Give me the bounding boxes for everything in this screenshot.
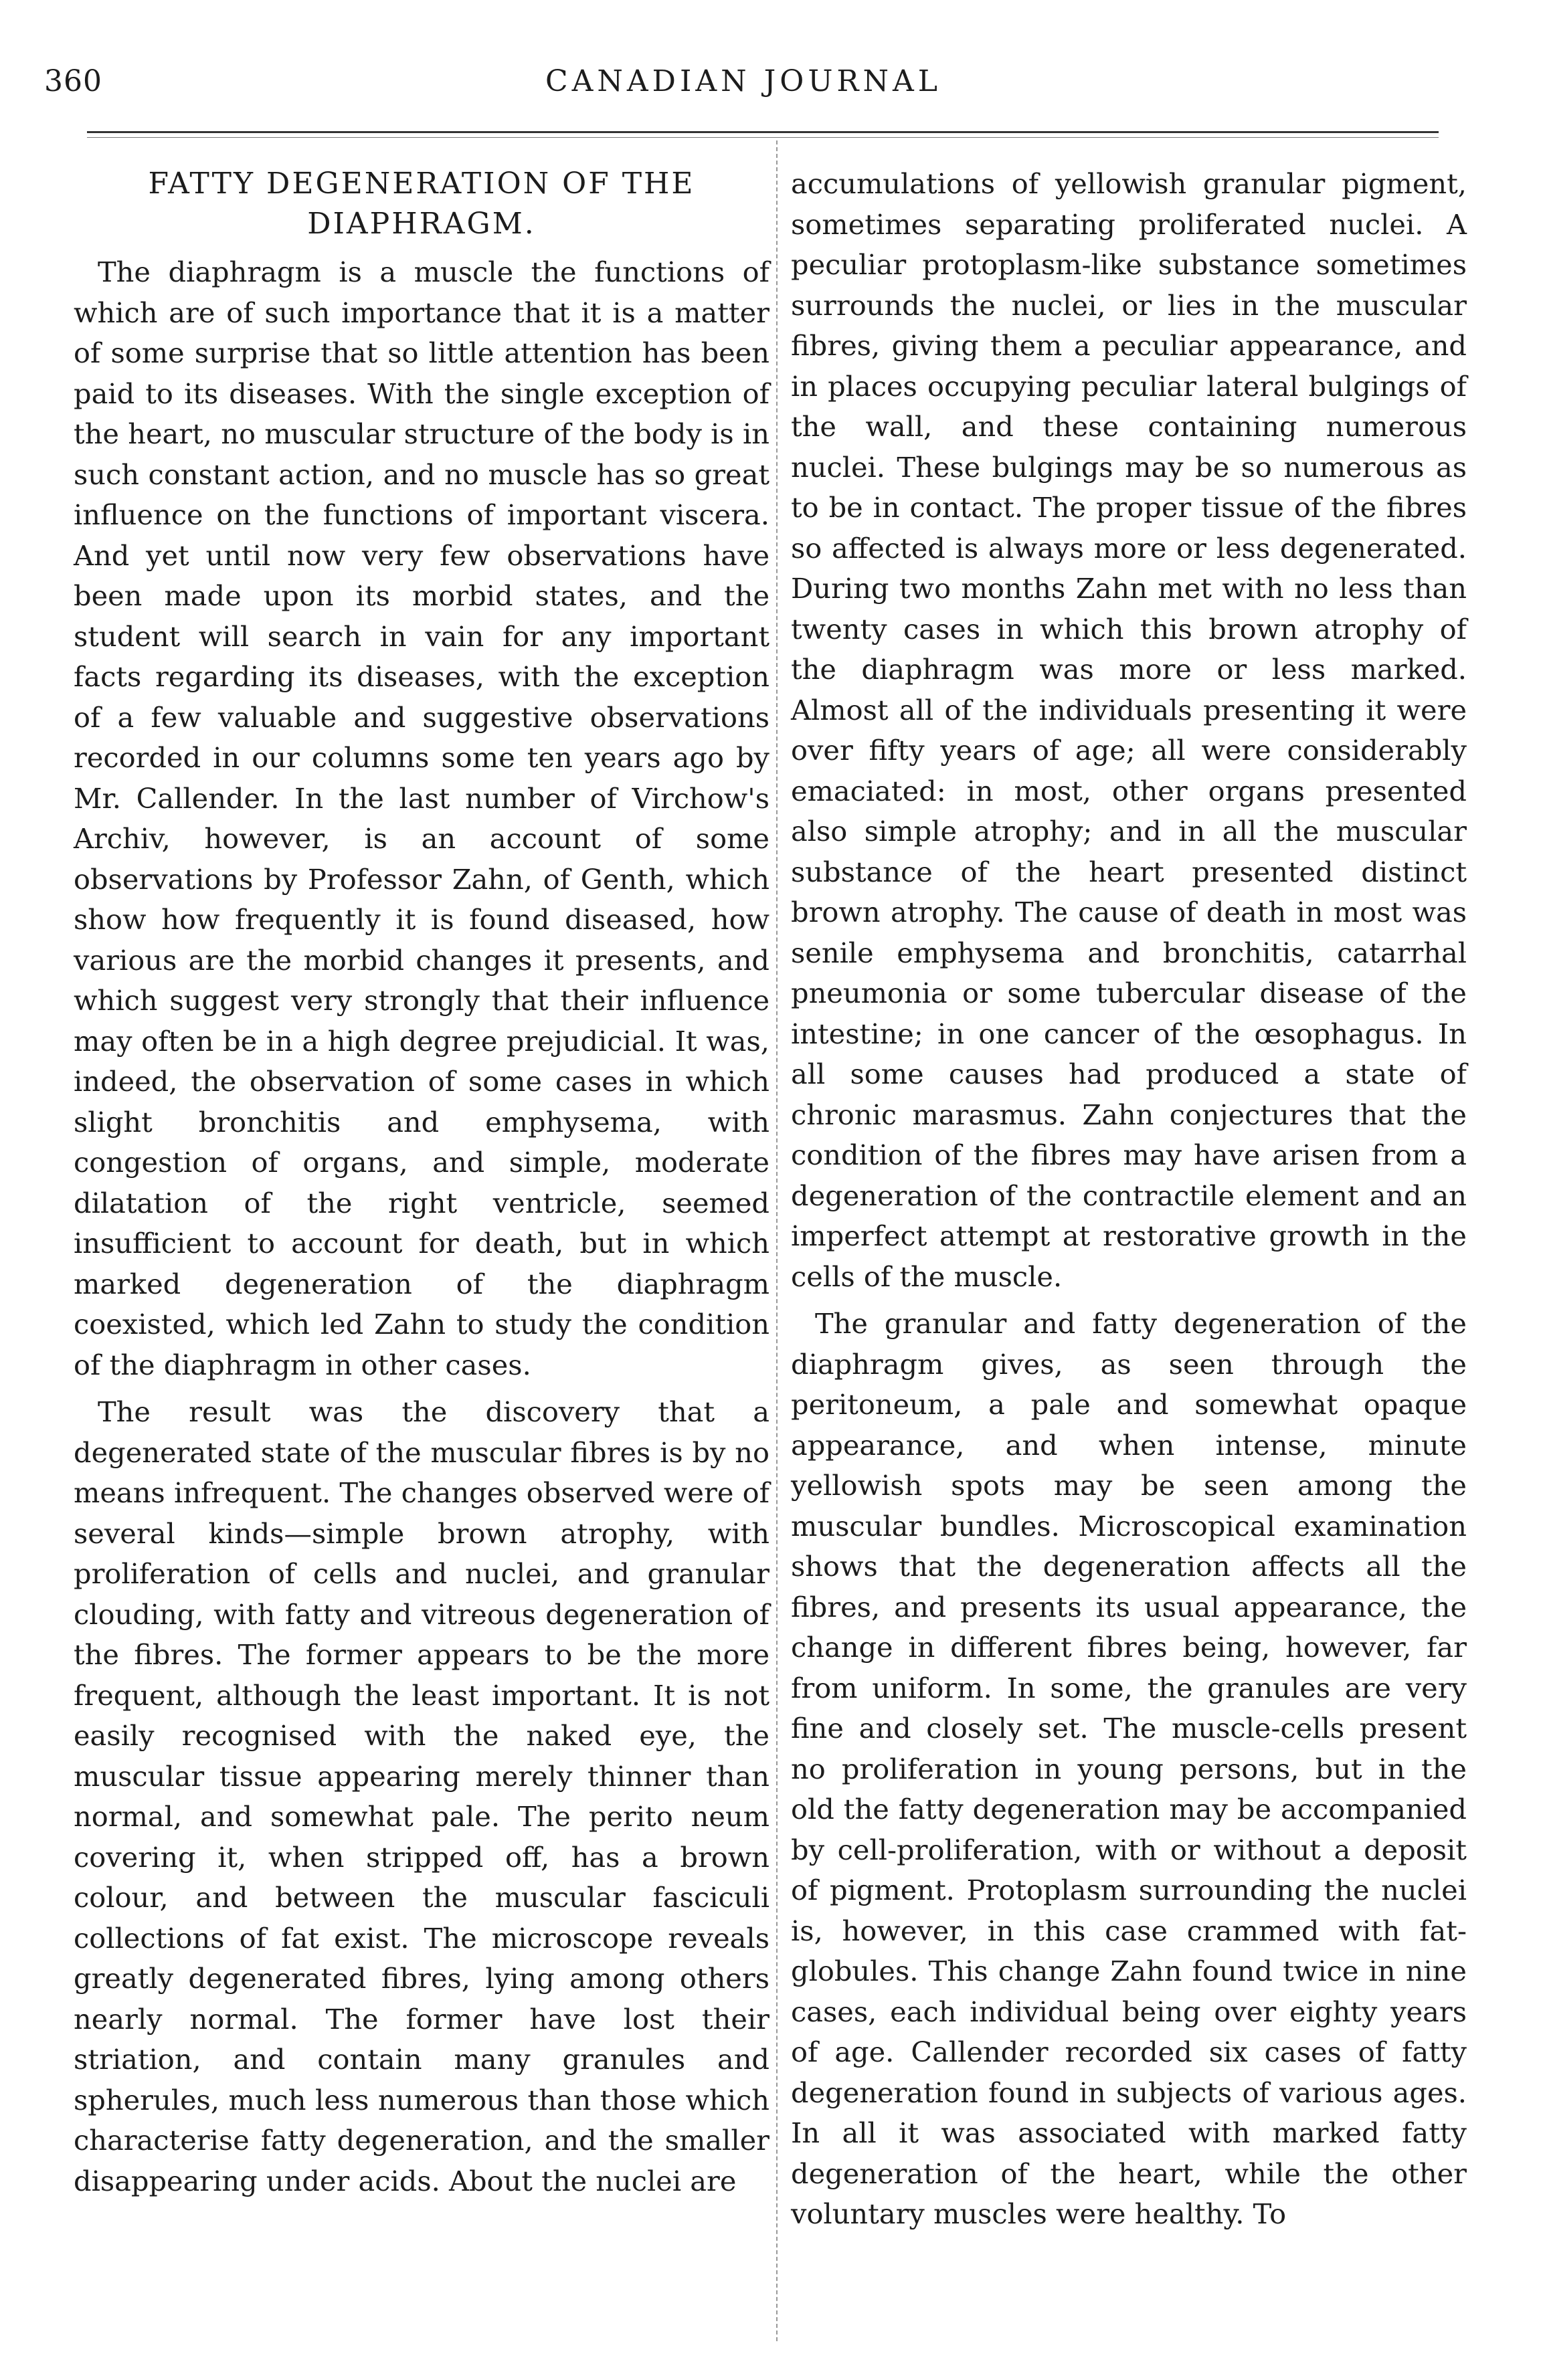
article-title-line-2: DIAPHRAGM. [307,207,536,241]
journal-title: CANADIAN JOURNAL [545,64,942,98]
paragraph: The result was the discovery that a degenerated state of the muscular fibres is by no means infrequent. The changes observed were of several kinds—simple brown atrophy, with proliferation of cells and nuclei, and granular clouding, with fatty and vitreous degeneration of the fibres. The former appears to be the more frequent, although the least important. It is not easily recognised with the naked eye, the muscular tissue appearing merely thinner than normal, and somewhat pale. The perito neum covering it, when stripped off, has a brown colour, and between the muscular fasciculi collections of fat exist. The microscope reveals greatly degenerated fibres, lying among others nearly normal. The former have lost their striation, and contain many granules and spherules, much less numerous than those which characterise fatty degeneration, and the smaller disappearing under acids. About the nuclei are [74,1395,769,2197]
header-rule-thin [87,137,1439,138]
header-rule [87,131,1439,133]
running-head [44,64,1443,111]
column-divider [776,140,778,2341]
paragraph: The granular and fatty degeneration of the diaphragm gives, as seen through the peritoneum, a pale and somewhat opaque appearance, and when intense, minute yellowish spots may be seen among the muscular bundles. Microscopical examination shows that the degeneration affects all the fibres, and presents its usual appearance, the change in different fibres being, however, far from uniform. In some, the granules are very fine and closely set. The muscle-cells present no proliferation in young persons, but in the old the fatty degeneration may be accompanied by cell-proliferation, with or without a deposit of pigment. Protoplasm surrounding the nuclei is, however, in this case crammed with fat-globules. This change Zahn found twice in nine cases, each individual being over eighty years of age. Callender recorded six cases of fatty degeneration found in subjects of various ages. In all it was associated with marked fatty degeneration of the heart, while the other voluntary muscles were healthy. To [791,1307,1467,2230]
paragraph-continued: accumulations of yellowish granular pigment, sometimes separating proliferated nuclei. A peculiar protoplasm-like substance sometimes surrounds the nuclei, or lies in the muscular fibres, giving them a peculiar appearance, and in places occupying peculiar lateral bulgings of the wall, and these containing numerous nuclei. These bulgings may be so numerous as to be in contact. The proper tissue of the fibres so affected is always more or less degenerated. During two months Zahn met with no less than twenty cases in which this brown atrophy of the diaphragm was more or less marked. Almost all of the individuals presenting it were over fifty years of age; all were considerably emaciated: in most, other organs presented also simple atrophy; and in all the muscular substance of the heart presented distinct brown atrophy. The cause of death in most was senile emphysema and bronchitis, catarrhal pneumonia or some tubercular disease of the intestine; in one cancer of the œsophagus. In all some causes had produced a state of chronic marasmus. Zahn conjectures that the condition of the fibres may have arisen from a degeneration of the contractile element and an imperfect attempt at restorative growth in the cells of the muscle. [791,167,1467,1293]
page-number: 360 [44,64,102,98]
article-title-line-1: FATTY DEGENERATION OF THE [148,167,695,201]
paragraph: The diaphragm is a muscle the functions of which are of such importance that it is a matter of some surprise that so little attention has been paid to its diseases. With the single exception of the heart, no muscular structure of the body is in such constant action, and no muscle has so great influence on the functions of important viscera. And yet until now very few observations have been made upon its morbid states, and the student will search in vain for any important facts regarding its diseases, with the exception of a few valuable and suggestive observations recorded in our columns some ten years ago by Mr. Callender. In the last number of Virchow's Archiv, however, is an account of some observations by Professor Zahn, of Genth, which show how frequently it is found diseased, how various are the morbid changes it presents, and which suggest very strongly that their influence may often be in a high degree prejudicial. It was, indeed, the observation of some cases in which slight bronchitis and emphysema, with congestion of organs, and simple, moderate dilatation of the right ventricle, seemed insufficient to account for death, but in which marked degeneration of the diaphragm coexisted, which led Zahn to study the condition of the diaphragm in other cases. [74,256,769,1381]
right-column [791,164,1467,2242]
article-title [74,164,769,244]
left-column [74,164,769,2208]
